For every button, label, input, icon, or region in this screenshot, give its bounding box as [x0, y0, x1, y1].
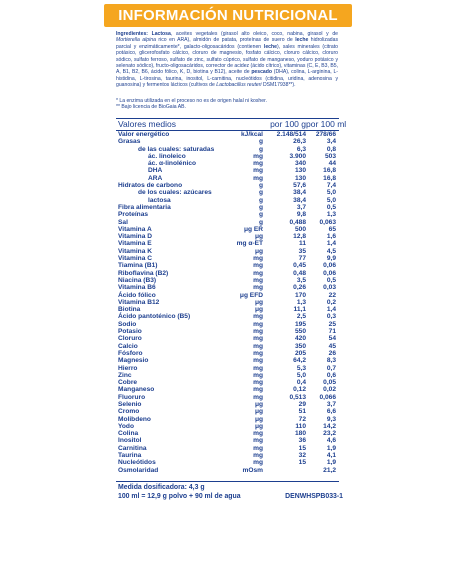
row-per-100ml: 0,2 [326, 298, 336, 306]
table-row [116, 197, 339, 204]
row-per-100g: 0,488 [289, 218, 306, 226]
row-unit: mg [253, 152, 263, 160]
table-row [116, 394, 339, 401]
row-per-100ml: 71 [328, 328, 336, 336]
row-per-100g: 0,45 [293, 262, 306, 270]
row-unit: mg [253, 335, 263, 343]
row-per-100ml: 1,3 [326, 211, 336, 219]
row-per-100ml: 0,063 [319, 218, 336, 226]
row-unit: mg [253, 357, 263, 365]
table-row [116, 138, 339, 145]
row-name: ARA [148, 174, 163, 182]
ingredients-text [116, 31, 338, 89]
table-row [116, 226, 339, 233]
row-unit: μg [254, 408, 263, 416]
row-per-100g: 5,3 [296, 364, 306, 372]
table-row [116, 277, 339, 284]
row-unit: mg [253, 452, 263, 460]
row-per-100ml: 16,8 [323, 167, 336, 175]
table-row [116, 335, 339, 342]
row-name: Fibra alimentaria [118, 203, 171, 211]
table-row [116, 386, 339, 393]
row-per-100g: 420 [294, 335, 306, 343]
row-unit: g [258, 203, 263, 211]
row-per-100g: 38,4 [293, 189, 306, 197]
row-per-100ml: 3,4 [326, 138, 336, 146]
row-per-100ml: 22 [328, 291, 336, 299]
row-per-100ml: 0,066 [319, 393, 336, 401]
row-name: Carnitina [118, 444, 147, 452]
row-unit: g [258, 182, 263, 190]
ingredients-part-1: , aceites vegetales (girasol alto oleico, coco, nabina, girasol y de [170, 31, 338, 37]
row-unit: mg [253, 379, 263, 387]
row-name: Osmolaridad [118, 466, 159, 474]
row-name: Biotina [118, 306, 141, 314]
ingredients-part-4: ), sales minerales (citrato potásico, glicerofosfato cálcico, cloruro de magnesio, fosfato cálcico, cloruro cálcico, cloruro sódico, sulfato ferroso, sulfato de zinc, sulfato cúprico, sulfato de manganeso, yoduro potásico y selenato sódico), fructo-oligosacáridos, corrector de acidez (ácido cítrico), vitaminas (C, E, B3, B5, A, B1, B2, B6, ácido fólico, K, D, biotina y B12), aceite de [116, 43, 338, 76]
row-name: Magnesio [118, 357, 149, 365]
product-code: DENWHSPB033-1 [285, 493, 343, 500]
row-per-100g: 180 [294, 430, 306, 438]
table-row [116, 328, 339, 335]
row-name: Selenio [118, 400, 142, 408]
row-per-100ml: 0,3 [326, 313, 336, 321]
row-unit: mg [253, 269, 263, 277]
row-name: de las cuales: saturadas [138, 145, 215, 153]
footnote-1: * La enzima utilizada en el proceso no es de origen halal ni kosher. [116, 98, 267, 104]
row-name: Ácido fólico [118, 291, 156, 299]
row-unit: mg [253, 255, 263, 263]
row-name: Cloruro [118, 335, 142, 343]
table-row [116, 459, 339, 466]
table-row [116, 401, 339, 408]
row-per-100ml: 4,1 [326, 452, 336, 460]
row-per-100ml: 3,7 [326, 400, 336, 408]
row-per-100ml: 0,5 [326, 276, 336, 284]
row-name: DHA [148, 167, 163, 175]
row-unit: mg α-ET [236, 240, 263, 248]
row-per-100g: 0,4 [296, 379, 306, 387]
header-per-100g: por 100 g [270, 119, 306, 129]
row-per-100g: 3,5 [296, 276, 306, 284]
prep-text: 100 ml = 12,9 g polvo + 90 ml de agua [118, 493, 241, 500]
row-name: lactosa [148, 196, 171, 204]
ingredients-part-6: DSM17938**). [261, 82, 296, 89]
table-row [116, 219, 339, 226]
row-unit: kJ/kcal [241, 131, 263, 138]
table-row [116, 270, 339, 277]
table-row [116, 416, 339, 423]
row-unit: g [258, 196, 263, 204]
row-name: Colina [118, 430, 139, 438]
table-row [116, 430, 339, 437]
row-per-100g: 0,26 [293, 284, 306, 292]
header-per-100ml: por 100 ml [306, 119, 347, 129]
table-row [116, 175, 339, 182]
row-unit: g [258, 138, 263, 146]
table-row [116, 372, 339, 379]
row-unit: g [258, 145, 263, 153]
row-per-100g: 130 [294, 167, 306, 175]
row-name: Vitamina A [118, 225, 152, 233]
row-per-100g: 500 [294, 225, 306, 233]
row-name: Yodo [118, 422, 134, 430]
table-row [116, 452, 339, 459]
row-unit: mg [253, 371, 263, 379]
footnotes [116, 98, 338, 111]
row-per-100g: 9,8 [296, 211, 306, 219]
row-name: Niacina (B3) [118, 276, 157, 284]
row-per-100ml: 1,4 [326, 240, 336, 248]
table-row [116, 379, 339, 386]
row-name: ác. α-linolénico [148, 160, 197, 168]
row-name: Vitamina D [118, 233, 152, 241]
row-per-100ml: 1,9 [326, 459, 336, 467]
row-name: Cromo [118, 408, 140, 416]
row-per-100ml: 44 [328, 160, 336, 168]
row-per-100g: 170 [294, 291, 306, 299]
table-row [116, 284, 339, 291]
row-per-100ml: 0,7 [326, 364, 336, 372]
row-name: Vitamina K [118, 247, 152, 255]
row-per-100ml: 4,5 [326, 247, 336, 255]
row-unit: mg [253, 167, 263, 175]
row-per-100g: 6,3 [296, 145, 306, 153]
row-unit: μg [254, 306, 263, 314]
row-name: Fósforo [118, 349, 143, 357]
table-row [116, 248, 339, 255]
row-unit: mg [253, 364, 263, 372]
dose-line [118, 484, 343, 491]
row-per-100ml: 1,6 [326, 233, 336, 241]
row-per-100g: 35 [298, 247, 306, 255]
row-unit: mg [253, 444, 263, 452]
table-body [116, 131, 339, 474]
row-name: Potasio [118, 328, 142, 336]
row-name: Hidratos de carbono [118, 182, 183, 190]
row-per-100g: 1,3 [296, 298, 306, 306]
table-row [116, 131, 339, 138]
row-per-100ml: 503 [324, 152, 336, 160]
row-unit: μg [254, 298, 263, 306]
row-per-100ml: 278/66 [315, 131, 336, 138]
row-unit: mg [253, 276, 263, 284]
row-unit: μg [254, 400, 263, 408]
row-per-100g: 195 [294, 320, 306, 328]
row-per-100ml: 65 [328, 225, 336, 233]
row-per-100g: 2,5 [296, 313, 306, 321]
row-per-100g: 0,48 [293, 269, 306, 277]
row-per-100g: 12,8 [293, 233, 306, 241]
header-name: Valores medios [118, 119, 176, 129]
row-per-100g: 350 [294, 342, 306, 350]
table-row [116, 233, 339, 240]
table-row [116, 167, 339, 174]
row-per-100ml: 0,06 [323, 262, 336, 270]
table-row [116, 262, 339, 269]
row-per-100g: 77 [298, 255, 306, 263]
row-per-100g: 57,6 [293, 182, 306, 190]
row-name: Manganeso [118, 386, 155, 394]
row-name: Fluoruro [118, 393, 146, 401]
table-row [116, 423, 339, 430]
table-row [116, 365, 339, 372]
row-per-100g: 32 [298, 452, 306, 460]
row-unit: μg ER [243, 225, 263, 233]
row-name: Hierro [118, 364, 138, 372]
dose-text: Medida dosificadora: 4,3 g [118, 484, 205, 491]
row-per-100ml: 9,9 [326, 255, 336, 263]
table-row [116, 313, 339, 320]
row-per-100g: 0,12 [293, 386, 306, 394]
table-row [116, 160, 339, 167]
row-name: Cobre [118, 379, 138, 387]
ingredients-part-3: hidrolizadas parcial y enzimáticamente*, galacto-oligosacáridos (contienen [116, 37, 338, 50]
ingredients-part-5: (DHA), colina, L-arginina, L-histidina, L-tirosina, taurina, inositol, L-carnitina, nucleótidos (citidina, uridina, adenosina y guanosina) y fermentos lácticos (cultivos de [116, 69, 338, 89]
row-per-100g: 51 [298, 408, 306, 416]
row-unit: g [258, 211, 263, 219]
row-per-100g: 3.900 [289, 152, 306, 160]
row-unit: mg [253, 160, 263, 168]
row-unit: mg [253, 386, 263, 394]
title-banner [104, 4, 352, 27]
row-per-100g: 11 [299, 240, 306, 248]
row-unit: mg [253, 320, 263, 328]
row-per-100g: 110 [295, 422, 306, 430]
row-unit: mg [253, 437, 263, 445]
row-name: Vitamina B6 [118, 284, 156, 292]
row-per-100ml: 5,0 [326, 196, 336, 204]
row-per-100g: 38,4 [293, 196, 306, 204]
row-unit: mg [253, 328, 263, 336]
row-unit: mg [253, 342, 263, 350]
ingredients-part-2: rico en ARA), almidón de patata, proteínas de suero de [155, 37, 296, 44]
row-per-100ml: 0,05 [323, 379, 336, 387]
row-per-100g: 26,3 [293, 138, 306, 146]
table-row [116, 292, 339, 299]
row-name: Taurina [118, 452, 142, 460]
row-per-100g: 130 [294, 174, 306, 182]
row-per-100g: 5,0 [296, 371, 306, 379]
table-row [116, 182, 339, 189]
nutrition-table [116, 119, 347, 474]
row-per-100ml: 26 [328, 349, 336, 357]
row-per-100g: 29 [298, 400, 306, 408]
table-row [116, 146, 339, 153]
row-per-100ml: 0,02 [323, 386, 336, 394]
row-unit: mg [253, 459, 263, 467]
row-unit: μg EFD [239, 291, 263, 299]
row-per-100g: 2.148/514 [276, 131, 306, 138]
ingredients-italic-1: Mortierella alpina [116, 37, 156, 44]
row-per-100g: 15 [298, 459, 306, 467]
table-row [116, 437, 339, 444]
row-per-100ml: 7,4 [326, 182, 336, 190]
row-per-100ml: 0,06 [323, 269, 336, 277]
row-unit: μg [254, 247, 263, 255]
row-per-100g: 72 [298, 415, 306, 423]
row-per-100ml: 1,4 [326, 306, 336, 314]
row-per-100ml: 6,6 [326, 408, 336, 416]
row-per-100ml: 4,6 [326, 437, 336, 445]
row-per-100ml: 0,6 [326, 371, 336, 379]
ingredients-label: Ingredientes: Lactosa [116, 31, 171, 37]
row-name: ác. linoleico [148, 152, 186, 160]
row-per-100g: 11,1 [293, 306, 306, 314]
row-unit: μg [254, 233, 263, 241]
row-unit: mg [253, 349, 263, 357]
row-unit: mg [253, 430, 263, 438]
row-name: Valor energético [118, 131, 170, 138]
page-title: INFORMACIÓN NUTRICIONAL [118, 7, 338, 24]
row-name: Vitamina E [118, 240, 152, 248]
row-per-100ml: 16,8 [323, 174, 336, 182]
ingredients-allergen-2: leche [263, 43, 277, 50]
table-row [116, 321, 339, 328]
row-per-100ml: 5,0 [326, 189, 336, 197]
table-row [116, 299, 339, 306]
row-per-100g: 0,513 [289, 393, 306, 401]
row-name: Ácido pantoténico (B5) [118, 313, 191, 321]
row-name: Sodio [118, 320, 137, 328]
table-row [116, 211, 339, 218]
row-name: Tiamina (B1) [118, 262, 158, 270]
table-bottom-divider [116, 481, 339, 482]
table-row [116, 255, 339, 262]
footnote-2: ** Bajo licencia de BioGaia AB. [116, 104, 186, 111]
row-per-100g: 15 [298, 444, 306, 452]
row-name: Vitamina C [118, 255, 152, 263]
row-per-100g: 64,2 [293, 357, 306, 365]
row-name: Vitamina B12 [118, 298, 160, 306]
row-unit: g [258, 189, 263, 197]
table-row [116, 445, 339, 452]
row-per-100ml: 0,03 [323, 284, 336, 292]
table-row [116, 189, 339, 196]
row-per-100ml: 23,2 [323, 430, 336, 438]
row-name: de los cuales: azúcares [138, 189, 212, 197]
table-row [116, 350, 339, 357]
row-unit: mg [253, 284, 263, 292]
row-unit: mg [253, 313, 263, 321]
ingredients-italic-2: Lactobacillus reuteri [216, 82, 262, 89]
row-unit: mOsm [242, 466, 263, 474]
table-row [116, 153, 339, 160]
row-per-100g: 36 [298, 437, 306, 445]
row-per-100g: 340 [294, 160, 306, 168]
row-unit: mg [253, 393, 263, 401]
row-per-100ml: 0,5 [326, 203, 336, 211]
row-per-100ml: 1,9 [326, 444, 336, 452]
table-row [116, 357, 339, 364]
row-name: Calcio [118, 342, 138, 350]
row-per-100ml: 8,3 [326, 357, 336, 365]
table-row [116, 240, 339, 247]
row-per-100g: 205 [294, 349, 306, 357]
row-name: Sal [118, 218, 128, 226]
row-per-100g: 3,7 [296, 203, 306, 211]
row-per-100ml: 25 [328, 320, 336, 328]
row-name: Nucleótidos [118, 459, 156, 467]
row-name: Proteínas [118, 211, 149, 219]
prep-line [118, 493, 343, 500]
ingredients-allergen-3: pescado [251, 69, 272, 76]
row-per-100ml: 21,2 [323, 466, 336, 474]
row-per-100ml: 54 [328, 335, 336, 343]
row-unit: μg [254, 422, 263, 430]
row-unit: g [258, 218, 263, 226]
row-name: Grasas [118, 138, 141, 146]
row-per-100ml: 14,2 [323, 422, 336, 430]
row-unit: mg [253, 262, 263, 270]
table-row [116, 204, 339, 211]
row-per-100ml: 0,8 [326, 145, 336, 153]
row-unit: mg [253, 174, 263, 182]
ingredients-allergen-1: leche [295, 37, 309, 44]
row-name: Molibdeno [118, 415, 151, 423]
table-row [116, 408, 339, 415]
table-header [116, 119, 347, 130]
row-per-100ml: 9,3 [326, 415, 336, 423]
row-name: Inositol [118, 437, 142, 445]
table-row [116, 343, 339, 350]
row-name: Riboflavina (B2) [118, 269, 169, 277]
row-per-100ml: 45 [328, 342, 336, 350]
row-per-100g: 550 [294, 328, 306, 336]
row-name: Zinc [118, 371, 132, 379]
table-row [116, 467, 339, 474]
row-unit: μg [254, 415, 263, 423]
